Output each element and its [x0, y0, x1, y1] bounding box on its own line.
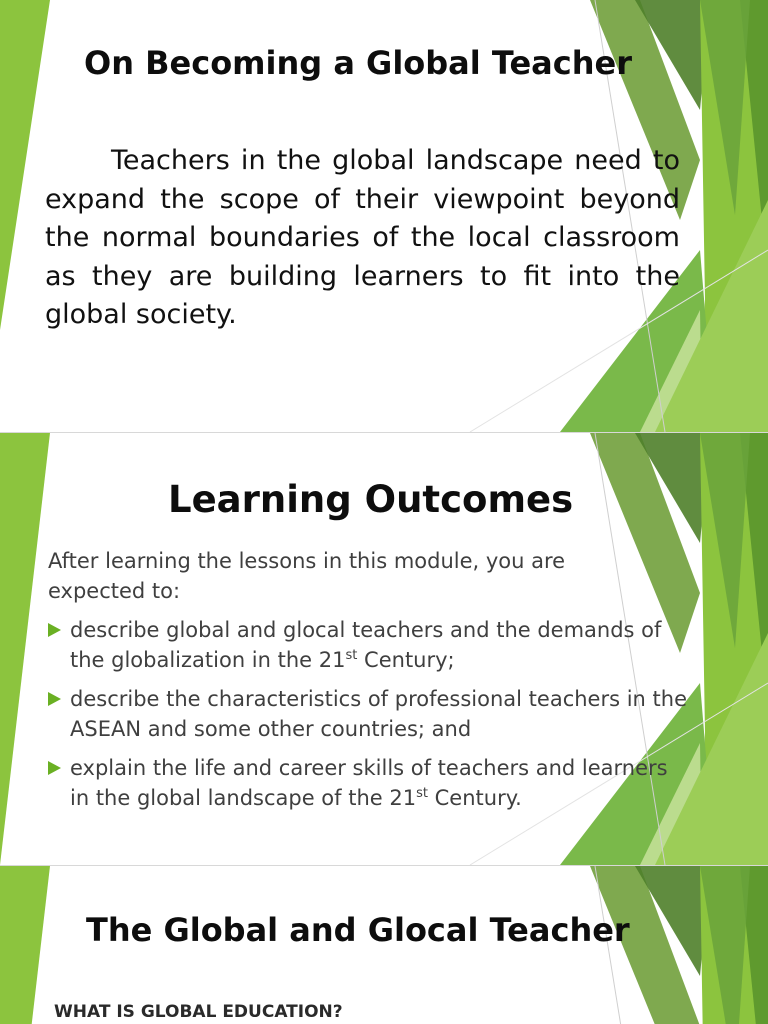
bullet-text-end: Century. — [427, 786, 522, 810]
slide-3-subheading: WHAT IS GLOBAL EDUCATION? — [54, 1002, 343, 1022]
slide-1 — [0, 0, 768, 432]
bullet-text: describe the characteristics of professional teachers in the ASEAN and some other countries; and — [70, 687, 687, 741]
bullet-text-end: Century; — [357, 648, 455, 672]
list-item — [48, 684, 688, 744]
learning-outcomes-intro: After learning the lessons in this module, you are expected to: — [48, 549, 566, 603]
triangle-bullet-icon — [48, 623, 61, 637]
triangle-bullet-icon — [48, 692, 61, 706]
slide-1-paragraph: Teachers in the global landscape need to expand the scope of their viewpoint beyond the normal boundaries of the local classroom as they are building learners to fit into the global society. — [45, 145, 680, 330]
bullet-text: explain the life and career skills of teachers and learners in the global landscape of the 21 — [70, 756, 668, 810]
learning-outcomes-list — [48, 615, 688, 822]
triangle-bullet-icon — [48, 761, 61, 775]
slide-3-title: The Global and Glocal Teacher — [86, 911, 630, 949]
bullet-text: describe global and glocal teachers and the demands of the globalization in the 21 — [70, 618, 662, 672]
list-item — [48, 753, 688, 813]
bullet-superscript: st — [416, 786, 428, 801]
slide-2-title: Learning Outcomes — [168, 478, 574, 521]
slide-1-title: On Becoming a Global Teacher — [84, 44, 632, 82]
list-item — [48, 615, 688, 675]
bullet-superscript: st — [345, 648, 358, 663]
